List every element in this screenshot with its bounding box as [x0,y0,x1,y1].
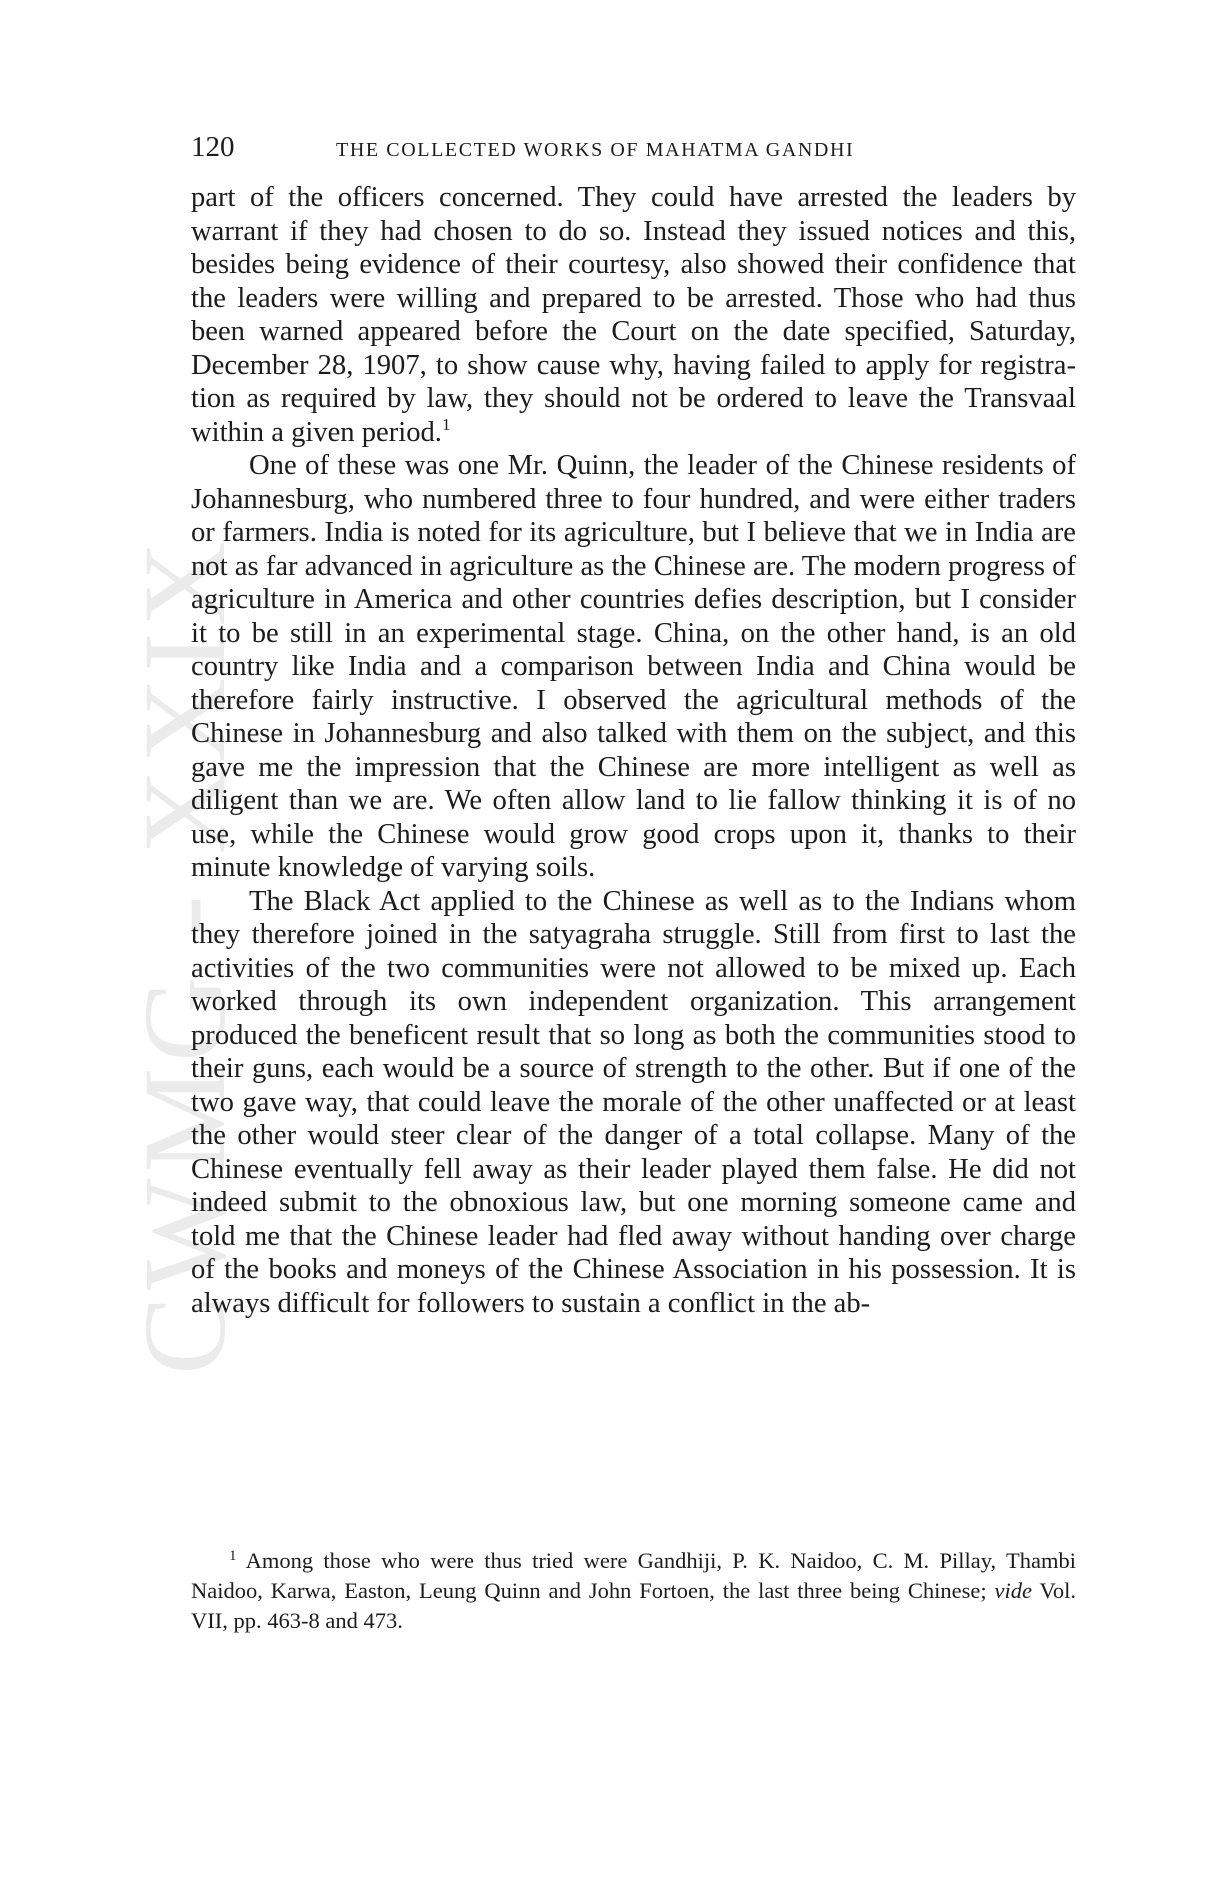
footnotes [191,1546,1076,1636]
body-text [191,181,1076,1320]
running-title: THE COLLECTED WORKS OF MAHATMA GANDHI [336,139,855,161]
paragraph-3 [191,885,1076,1321]
footnote-marker: 1 [229,1548,237,1564]
paragraph-2 [191,449,1076,885]
footnote-reference: 1 [441,414,451,434]
footnote-text-before: Among those who were thus tried were Gandhiji, P. K. Naidoo, C. M. Pillay, Thambi Naidoo, Karwa, Easton, Leung Quinn and John Fortoen, the last three being Chinese; [191,1548,1076,1603]
paragraph-1 [191,181,1076,449]
footnote-1 [191,1546,1076,1636]
page-number: 120 [191,131,235,163]
watermark-text: CWMG - XXIX [119,535,250,1375]
paragraph-2-text: One of these was one Mr. Quinn, the leader of the Chinese residents of Johannesburg, who numbered three to four hundred, and were either traders or farmers. India is noted for its agriculture, but I believe that we in India are not as far advanced in agriculture as the Chinese are. The modern progress of agriculture in America and other countries defies description, but I consider it to be still in an experimental stage. China, on the other hand, is an old country like India and a comparison between India and China would be therefore fairly instructive. I observed the agricultural methods of the Chinese in Johannesburg and also talked with them on the subject, and this gave me the impression that the Chinese are more intelligent as well as diligent than we are. We often allow land to lie fallow thinking it is of no use, while the Chinese would grow good crops upon it, thanks to their minute knowledge of varying soils. [191,450,1076,883]
footnote-text-after: Vol. VII, pp. 463-8 and 473. [191,1578,1076,1633]
paragraph-1-text: part of the officers concerned. They could have arrested the leaders by warrant if they had chosen to do so. Instead they issued notices and this, besides being evidence of their courtesy, also showed their confidence that the leaders were willing and prepared to be arrested. Those who had thus been warned appeared before the Court on the date specified, Saturday, December 28, 1907, to show cause why, having failed to apply for registration as required by law, they should not be ordered to leave the Transvaal within a given period. [191,182,1076,448]
footnote-italic-vide: vide [994,1578,1033,1603]
page-header [191,130,1076,170]
paragraph-3-text: The Black Act applied to the Chinese as well as to the Indians whom they therefore joined in the satyagraha struggle. Still from first to last the activities of the two communities were not allowed to be mixed up. Each worked through its own independent organization. This arrangement produced the beneficent result that so long as both the communities stood to their guns, each would be a source of strength to the other. But if one of the two gave way, that could leave the morale of the other unaffected or at least the other would steer clear of the danger of a total collapse. Many of the Chinese eventually fell away as their leader played them false. He did not indeed submit to the obnoxious law, but one morning someone came and told me that the Chinese leader had fled away without handing over charge of the books and moneys of the Chinese Association in his possession. It is always difficult for followers to sustain a conflict in the ab- [191,885,1076,1319]
